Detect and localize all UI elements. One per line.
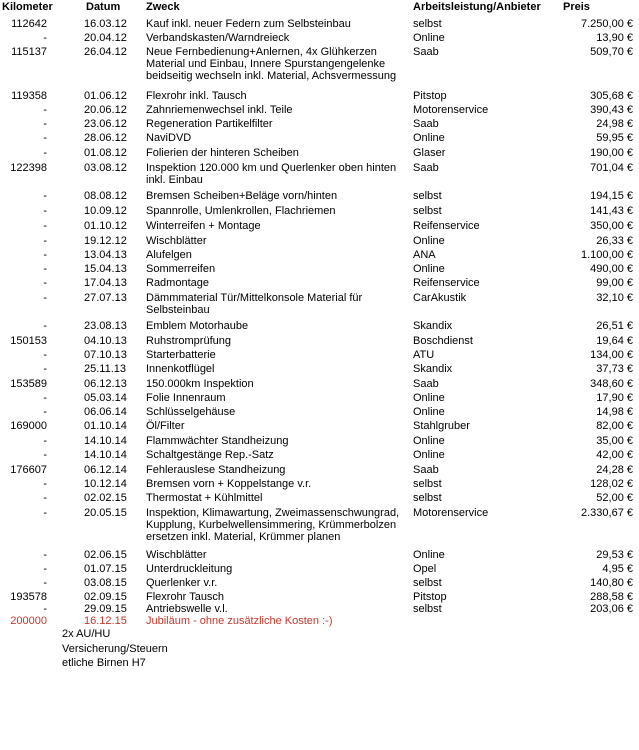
row-provider: Online bbox=[413, 235, 445, 247]
row-purpose: Zahnriemenwechsel inkl. Teile bbox=[146, 104, 293, 116]
row-kilometer: - bbox=[43, 190, 47, 202]
row-purpose: Schlüsselgehäuse bbox=[146, 406, 236, 418]
row-purpose: Alufelgen bbox=[146, 249, 192, 261]
row-price: 19,64 € bbox=[596, 335, 633, 347]
row-price: 24,98 € bbox=[596, 118, 633, 130]
row-provider: Saab bbox=[413, 118, 439, 130]
row-provider: selbst bbox=[413, 603, 442, 615]
row-purpose: Flammwächter Standheizung bbox=[146, 435, 289, 447]
row-purpose: Emblem Motorhaube bbox=[146, 320, 249, 332]
row-price: 134,00 € bbox=[590, 349, 633, 361]
row-price: 14,98 € bbox=[596, 406, 633, 418]
row-date: 27.07.13 bbox=[84, 292, 127, 304]
row-purpose: Kauf inkl. neuer Federn zum Selbsteinbau bbox=[146, 18, 351, 30]
row-purpose: Dämmmaterial Tür/Mittelkonsole Material für Selbsteinbau bbox=[146, 292, 363, 316]
row-date: 15.04.13 bbox=[84, 263, 127, 275]
row-date: 07.10.13 bbox=[84, 349, 127, 361]
row-provider: Online bbox=[413, 32, 445, 44]
row-date: 01.10.14 bbox=[84, 420, 127, 432]
row-provider: Motorenservice bbox=[413, 104, 489, 116]
row-date: 01.10.12 bbox=[84, 220, 127, 232]
row-date: 08.08.12 bbox=[84, 190, 127, 202]
row-provider: Reifenservice bbox=[413, 220, 480, 232]
row-kilometer: 176607 bbox=[10, 464, 47, 476]
row-kilometer: - bbox=[43, 603, 47, 615]
row-kilometer: - bbox=[43, 563, 47, 575]
row-kilometer: - bbox=[43, 205, 47, 217]
row-date: 06.06.14 bbox=[84, 406, 127, 418]
row-price: 490,00 € bbox=[590, 263, 633, 275]
row-kilometer: - bbox=[43, 449, 47, 461]
row-provider: ATU bbox=[413, 349, 435, 361]
row-kilometer: 200000 bbox=[10, 615, 47, 627]
row-price: 26,51 € bbox=[596, 320, 633, 332]
row-provider: Online bbox=[413, 392, 445, 404]
row-provider: Boschdienst bbox=[413, 335, 473, 347]
row-purpose: Wischblätter bbox=[146, 549, 207, 561]
row-price: 24,28 € bbox=[596, 464, 633, 476]
row-purpose: Fehlerauslese Standheizung bbox=[146, 464, 286, 476]
row-date: 03.08.15 bbox=[84, 577, 127, 589]
row-date: 02.09.15 bbox=[84, 591, 127, 603]
row-date: 16.12.15 bbox=[84, 615, 127, 627]
row-purpose: Öl/Filter bbox=[146, 420, 185, 432]
row-provider: ANA bbox=[413, 249, 436, 261]
row-kilometer: - bbox=[43, 235, 47, 247]
row-price: 7.250,00 € bbox=[581, 18, 633, 30]
row-purpose: 150.000km Inspektion bbox=[146, 378, 254, 390]
row-kilometer: - bbox=[43, 363, 47, 375]
row-kilometer: - bbox=[43, 263, 47, 275]
row-kilometer: - bbox=[43, 292, 47, 304]
row-kilometer: - bbox=[43, 349, 47, 361]
row-price: 390,43 € bbox=[590, 104, 633, 116]
row-purpose: Spannrolle, Umlenkrollen, Flachriemen bbox=[146, 205, 336, 217]
row-purpose: Thermostat + Kühlmittel bbox=[146, 492, 263, 504]
row-price: 35,00 € bbox=[596, 435, 633, 447]
row-date: 04.10.13 bbox=[84, 335, 127, 347]
row-provider: Reifenservice bbox=[413, 277, 480, 289]
row-price: 305,68 € bbox=[590, 90, 633, 102]
header-kilometer: Kilometer bbox=[2, 1, 53, 13]
row-provider: Online bbox=[413, 406, 445, 418]
row-provider: selbst bbox=[413, 205, 442, 217]
header-date: Datum bbox=[86, 1, 121, 13]
row-purpose: Neue Fernbedienung+Anlernen, 4x Glühkerzen Material und Einbau, Innere Spurstangengelenke beidseitig wechseln inkl. Material, Achsvermessung bbox=[146, 46, 397, 82]
row-provider: Pitstop bbox=[413, 90, 447, 102]
row-purpose: Jubiläum - ohne zusätzliche Kosten :-) bbox=[146, 615, 333, 627]
row-provider: Online bbox=[413, 449, 445, 461]
row-price: 42,00 € bbox=[596, 449, 633, 461]
row-price: 190,00 € bbox=[590, 147, 633, 159]
row-price: 99,00 € bbox=[596, 277, 633, 289]
row-provider: Stahlgruber bbox=[413, 420, 470, 432]
note-au-hu: 2x AU/HU bbox=[62, 628, 111, 640]
header-provider: Arbeitsleistung/Anbieter bbox=[413, 1, 541, 13]
row-price: 348,60 € bbox=[590, 378, 633, 390]
row-date: 23.06.12 bbox=[84, 118, 127, 130]
row-price: 4,95 € bbox=[602, 563, 633, 575]
row-date: 02.06.15 bbox=[84, 549, 127, 561]
row-purpose: Unterdruckleitung bbox=[146, 563, 233, 575]
row-provider: Pitstop bbox=[413, 591, 447, 603]
row-date: 01.07.15 bbox=[84, 563, 127, 575]
row-purpose: Ruhstromprüfung bbox=[146, 335, 231, 347]
row-provider: CarAkustik bbox=[413, 292, 467, 304]
note-bulbs: etliche Birnen H7 bbox=[62, 657, 146, 669]
row-date: 14.10.14 bbox=[84, 449, 127, 461]
row-price: 509,70 € bbox=[590, 46, 633, 58]
row-provider: Online bbox=[413, 435, 445, 447]
row-price: 350,00 € bbox=[590, 220, 633, 232]
row-purpose: NaviDVD bbox=[146, 132, 192, 144]
row-provider: Online bbox=[413, 132, 445, 144]
row-price: 288,58 € bbox=[590, 591, 633, 603]
row-date: 05.03.14 bbox=[84, 392, 127, 404]
row-provider: selbst bbox=[413, 18, 442, 30]
row-date: 29.09.15 bbox=[84, 603, 127, 615]
row-purpose: Bremsen Scheiben+Beläge vorn/hinten bbox=[146, 190, 338, 202]
row-kilometer: - bbox=[43, 147, 47, 159]
header-purpose: Zweck bbox=[146, 1, 180, 13]
row-provider: selbst bbox=[413, 577, 442, 589]
row-price: 140,80 € bbox=[590, 577, 633, 589]
row-purpose: Folie Innenraum bbox=[146, 392, 226, 404]
row-kilometer: 150153 bbox=[10, 335, 47, 347]
row-kilometer: 122398 bbox=[10, 162, 47, 174]
row-price: 82,00 € bbox=[596, 420, 633, 432]
row-kilometer: - bbox=[43, 320, 47, 332]
row-provider: Skandix bbox=[413, 320, 453, 332]
row-price: 203,06 € bbox=[590, 603, 633, 615]
row-kilometer: 169000 bbox=[10, 420, 47, 432]
row-provider: Saab bbox=[413, 378, 439, 390]
row-price: 29,53 € bbox=[596, 549, 633, 561]
row-price: 1.100,00 € bbox=[581, 249, 633, 261]
row-kilometer: - bbox=[43, 277, 47, 289]
row-date: 14.10.14 bbox=[84, 435, 127, 447]
row-provider: Motorenservice bbox=[413, 507, 489, 519]
row-kilometer: - bbox=[43, 104, 47, 116]
row-provider: Saab bbox=[413, 46, 439, 58]
row-purpose: Schaltgestänge Rep.-Satz bbox=[146, 449, 274, 461]
row-date: 06.12.13 bbox=[84, 378, 127, 390]
row-date: 06.12.14 bbox=[84, 464, 127, 476]
row-date: 25.11.13 bbox=[84, 363, 127, 375]
row-price: 37,73 € bbox=[596, 363, 633, 375]
row-price: 32,10 € bbox=[596, 292, 633, 304]
row-date: 03.08.12 bbox=[84, 162, 127, 174]
row-provider: selbst bbox=[413, 478, 442, 490]
row-kilometer: 115137 bbox=[11, 46, 47, 58]
row-price: 59,95 € bbox=[596, 132, 633, 144]
row-kilometer: - bbox=[43, 392, 47, 404]
row-date: 20.06.12 bbox=[84, 104, 127, 116]
row-purpose: Folierien der hinteren Scheiben bbox=[146, 147, 299, 159]
row-price: 128,02 € bbox=[590, 478, 633, 490]
row-kilometer: - bbox=[43, 220, 47, 232]
row-date: 10.09.12 bbox=[84, 205, 127, 217]
row-purpose: Sommerreifen bbox=[146, 263, 216, 275]
row-purpose: Regeneration Partikelfilter bbox=[146, 118, 273, 130]
row-kilometer: 119358 bbox=[11, 90, 47, 102]
row-purpose: Flexrohr inkl. Tausch bbox=[146, 90, 247, 102]
row-date: 20.04.12 bbox=[84, 32, 127, 44]
row-purpose: Antriebswelle v.l. bbox=[146, 603, 228, 615]
row-provider: selbst bbox=[413, 190, 442, 202]
row-kilometer: 193578 bbox=[10, 591, 47, 603]
row-provider: Saab bbox=[413, 162, 439, 174]
row-kilometer: - bbox=[43, 577, 47, 589]
header-price: Preis bbox=[563, 1, 590, 13]
row-provider: selbst bbox=[413, 492, 442, 504]
note-insurance-tax: Versicherung/Steuern bbox=[62, 643, 168, 655]
row-purpose: Innenkotflügel bbox=[146, 363, 215, 375]
row-date: 28.06.12 bbox=[84, 132, 127, 144]
row-purpose: Flexrohr Tausch bbox=[146, 591, 225, 603]
row-purpose: Radmontage bbox=[146, 277, 209, 289]
row-purpose: Verbandskasten/Warndreieck bbox=[146, 32, 290, 44]
row-kilometer: - bbox=[43, 549, 47, 561]
row-price: 17,90 € bbox=[596, 392, 633, 404]
row-date: 23.08.13 bbox=[84, 320, 127, 332]
row-date: 16.03.12 bbox=[84, 18, 127, 30]
row-price: 26,33 € bbox=[596, 235, 633, 247]
row-date: 02.02.15 bbox=[84, 492, 127, 504]
row-date: 19.12.12 bbox=[84, 235, 127, 247]
row-kilometer: - bbox=[43, 132, 47, 144]
row-kilometer: - bbox=[43, 249, 47, 261]
row-purpose: Querlenker v.r. bbox=[146, 577, 218, 589]
row-kilometer: 153589 bbox=[10, 378, 47, 390]
row-kilometer: - bbox=[43, 32, 47, 44]
row-provider: Skandix bbox=[413, 363, 453, 375]
row-purpose: Starterbatterie bbox=[146, 349, 216, 361]
row-price: 141,43 € bbox=[590, 205, 633, 217]
row-purpose: Bremsen vorn + Koppelstange v.r. bbox=[146, 478, 312, 490]
row-provider: Saab bbox=[413, 464, 439, 476]
row-kilometer: - bbox=[43, 118, 47, 130]
row-date: 26.04.12 bbox=[84, 46, 127, 58]
row-price: 2.330,67 € bbox=[581, 507, 633, 519]
row-provider: Opel bbox=[413, 563, 437, 575]
row-kilometer: - bbox=[43, 406, 47, 418]
row-date: 01.06.12 bbox=[84, 90, 127, 102]
row-kilometer: - bbox=[43, 507, 47, 519]
row-date: 01.08.12 bbox=[84, 147, 127, 159]
row-date: 20.05.15 bbox=[84, 507, 127, 519]
row-kilometer: - bbox=[43, 492, 47, 504]
row-price: 701,04 € bbox=[590, 162, 633, 174]
row-date: 13.04.13 bbox=[84, 249, 127, 261]
row-kilometer: - bbox=[43, 478, 47, 490]
row-provider: Online bbox=[413, 549, 445, 561]
row-date: 17.04.13 bbox=[84, 277, 127, 289]
row-kilometer: 112642 bbox=[11, 18, 47, 30]
row-price: 13,90 € bbox=[596, 32, 633, 44]
row-purpose: Inspektion, Klimawartung, Zweimassenschwungrad, Kupplung, Kurbelwellensimmering, Krümmerbolzen ersetzen inkl. Material, Krümmer planen bbox=[146, 507, 400, 543]
row-purpose: Winterreifen + Montage bbox=[146, 220, 261, 232]
row-date: 10.12.14 bbox=[84, 478, 127, 490]
row-provider: Online bbox=[413, 263, 445, 275]
row-purpose: Wischblätter bbox=[146, 235, 207, 247]
row-provider: Glaser bbox=[413, 147, 446, 159]
row-purpose: Inspektion 120.000 km und Querlenker oben hinten inkl. Einbau bbox=[146, 162, 397, 186]
row-price: 194,15 € bbox=[590, 190, 633, 202]
row-price: 52,00 € bbox=[596, 492, 633, 504]
row-kilometer: - bbox=[43, 435, 47, 447]
